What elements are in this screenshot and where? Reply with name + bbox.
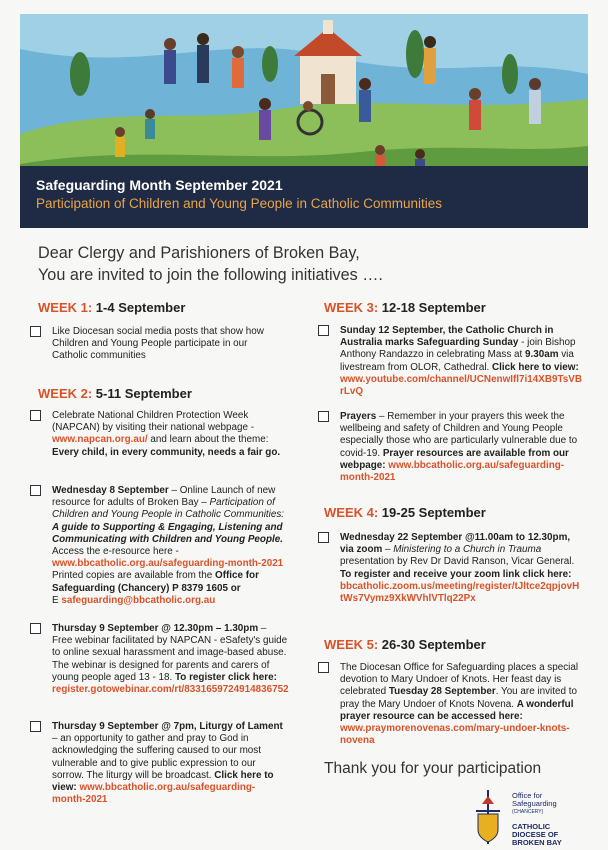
checkbox-week4-zoom[interactable]	[318, 532, 329, 543]
email-link[interactable]: safeguarding@bbcatholic.org.au	[61, 594, 216, 606]
crest-icon	[470, 790, 506, 846]
intro-line-2: You are invited to join the following initiatives ….	[38, 266, 383, 284]
week-4-heading: WEEK 4: 19-25 September	[324, 505, 486, 520]
item-webinar: Thursday 9 September @ 12.30pm – 1.30pm – Free webinar facilitated by NAPCAN - eSafety's guide to online sexual harassment and image-based abuse. The webinar is designed for parents and carers of young people aged 13 - 18. To register click here: register.gotowebinar.com/rt/8331659724914836752	[52, 623, 289, 696]
item-napcan: Celebrate National Children Protection Week (NAPCAN) by visiting their national webpage - www.napcan.org.au/ and learn about the theme: Every child, in every community, needs a fair go.	[52, 410, 281, 458]
diocese-text: CATHOLIC DIOCESE OF BROKEN BAY	[512, 822, 562, 847]
checkbox-week2-liturgy[interactable]	[30, 721, 41, 732]
webinar-link[interactable]: register.gotowebinar.com/rt/8331659724914836752	[52, 684, 289, 696]
week-2-heading: WEEK 2: 5-11 September	[38, 386, 192, 401]
item-social-media: Like Diocesan social media posts that show how Children and Young People participate in our Catholic communities	[52, 326, 264, 362]
intro-line-1: Dear Clergy and Parishioners of Broken Bay,	[38, 244, 360, 262]
week-5-heading: WEEK 5: 26-30 September	[324, 637, 486, 652]
checkbox-week5-novena[interactable]	[318, 662, 329, 673]
thank-you-text: Thank you for your participation	[324, 760, 542, 777]
item-safeguarding-sunday: Sunday 12 September, the Catholic Church in Australia marks Safeguarding Sunday - join Bishop Anthony Randazzo in celebrating Mass at 9.30am via livestream from OLOR, Cathedral. Click here to view: www.youtube.com/channel/UCNenwIfl7i14XB9TsVBrLvQ	[340, 325, 582, 398]
office-text: Office for Safeguarding (CHANCERY)	[512, 791, 557, 815]
checkbox-week2-launch[interactable]	[30, 485, 41, 496]
week-3-heading: WEEK 3: 12-18 September	[324, 300, 486, 315]
checkbox-week1-social[interactable]	[30, 326, 41, 337]
item-prayers: Prayers – Remember in your prayers this week the wellbeing and safety of Children and Young People especially those who are particularly vulnerable due to covid-19. Prayer resources are available from our webpage: www.bbcatholic.org.au/safeguarding-month-2021	[340, 411, 578, 484]
banner-title: Safeguarding Month September 2021	[36, 177, 283, 193]
checkbox-week2-napcan[interactable]	[30, 410, 41, 421]
item-liturgy: Thursday 9 September @ 7pm, Liturgy of Lament – an opportunity to gather and pray to God in acknowledging the suffering caused to our most vulnerable and to give public expression to our sorrow. The liturgy will be broadcast. Click here to view: www.bbcatholic.org.au/safeguarding-month-2021	[52, 721, 283, 806]
napcan-link[interactable]: www.napcan.org.au/	[52, 434, 148, 446]
prayers-link[interactable]: www.bbcatholic.org.au/safeguarding-month-2021	[340, 459, 565, 484]
checkbox-week3-prayers[interactable]	[318, 411, 329, 422]
checkbox-week3-sunday[interactable]	[318, 325, 329, 336]
resource-link[interactable]: www.bbcatholic.org.au/safeguarding-month-2021	[52, 558, 284, 570]
diocese-logo	[468, 788, 588, 848]
item-zoom: Wednesday 22 September @11.00am to 12.30pm, via zoom – Ministering to a Church in Trauma presentation by Rev Dr David Ranson, Vicar General. To register and receive your zoom link click here: bbcatholic.zoom.us/meeting/register/tJltce2qpjovHtWs7Vymz9XkWVhlVTlq22Px	[340, 532, 580, 605]
week-1-heading: WEEK 1: 1-4 September	[38, 300, 186, 315]
intro	[38, 242, 383, 286]
item-novena: The Diocesan Office for Safeguarding places a special devotion to Mary Undoer of Knots. Her feast day is celebrated Tuesday 28 September. You are invited to pray the Mary Undoer of Knots Novena. A wonderful prayer resource can be accessed here: www.praymorenovenas.com/mary-undoer-knots-novena	[340, 662, 579, 747]
novena-link[interactable]: www.praymorenovenas.com/mary-undoer-knots-novena	[340, 723, 570, 747]
liturgy-link[interactable]: www.bbcatholic.org.au/safeguarding-month-2021	[52, 782, 256, 806]
item-online-launch: Wednesday 8 September – Online Launch of new resource for adults of Broken Bay – Participation of Children and Young People in Catholic Communities: A guide to Supporting & Engaging, Listening and Communicating with Children and Young People. Access the e-resource here - www.bbcatholic.org.au/safeguarding-month-2021 Printed copies are available from the Office for Safeguarding (Chancery) P 8379 1605 or E safeguarding@bbcatholic.org.au	[52, 485, 285, 606]
banner-subtitle: Participation of Children and Young People in Catholic Communities	[36, 196, 442, 211]
zoom-link[interactable]: bbcatholic.zoom.us/meeting/register/tJltce2qpjovHtWs7Vymz9XkWVhlVTlq22Px	[340, 580, 580, 605]
checkbox-week2-webinar[interactable]	[30, 623, 41, 634]
youtube-link[interactable]: www.youtube.com/channel/UCNenwIfl7i14XB9TsVBrLvQ	[340, 373, 582, 398]
title-banner	[20, 166, 588, 228]
